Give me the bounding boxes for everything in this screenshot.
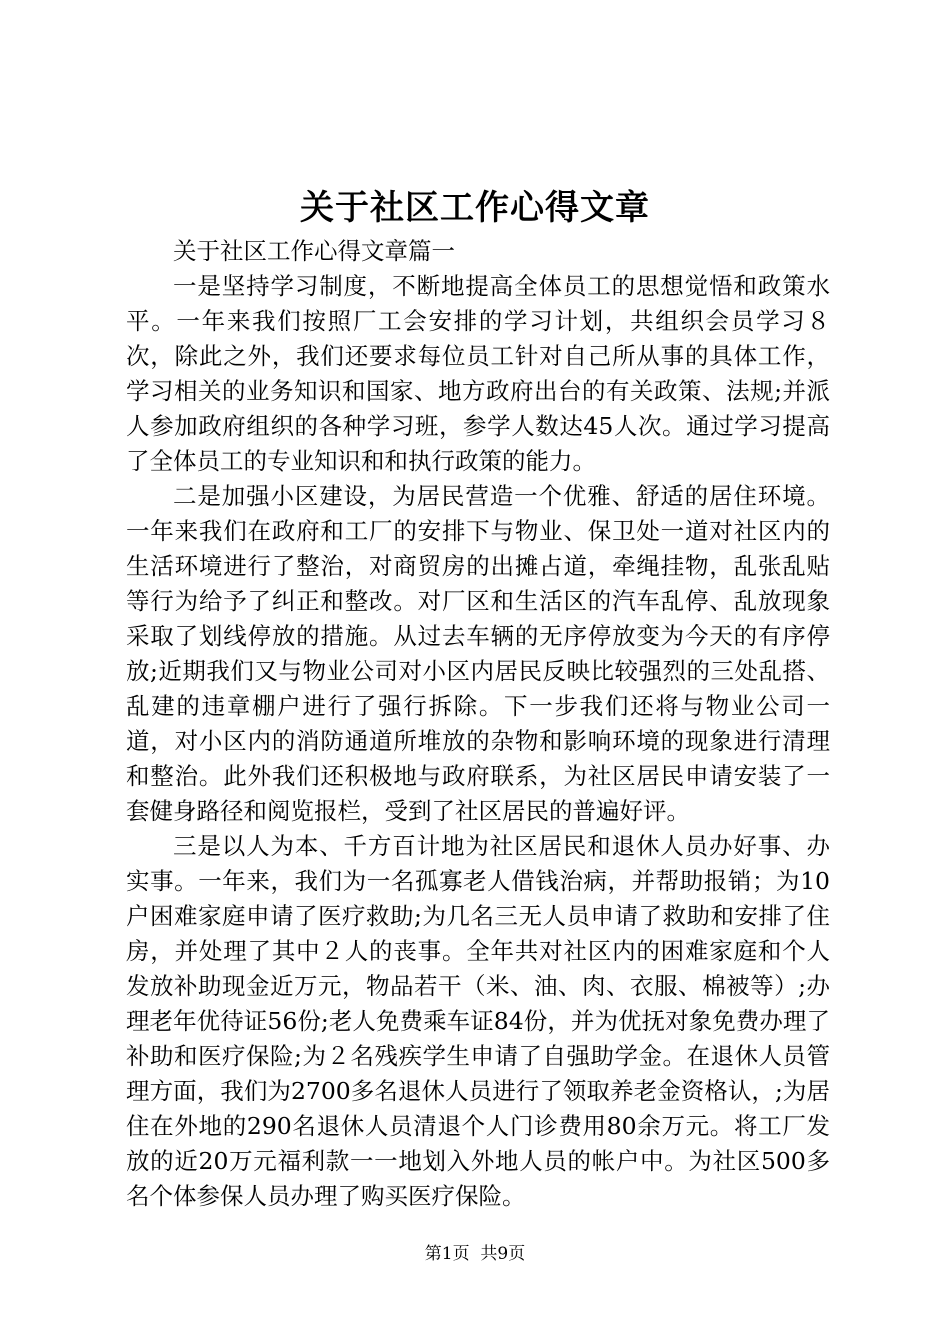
page-number: 第1页 <box>424 1244 470 1264</box>
page-total: 共9页 <box>480 1244 526 1264</box>
page-footer <box>0 1242 950 1266</box>
page-title: 关于社区工作心得文章 <box>300 188 650 228</box>
paragraph-2: 二是加强小区建设，为居民营造一个优雅、舒适的居住环境。一年来我们在政府和工厂的安排下与物业、保卫处一道对社区内的生活环境进行了整治，对商贸房的出摊占道，牵绳挂物，乱张乱贴等行为给予了纠正和整改。对厂区和生活区的汽车乱停、乱放现象采取了划线停放的措施。从过去车辆的无序停放变为今天的有序停放;近期我们又与物业公司对小区内居民反映比较强烈的三处乱搭、乱建的违章棚户进行了强行拆除。下一步我们还将与物业公司一道，对小区内的消防通道所堆放的杂物和影响环境的现象进行清理和整治。此外我们还积极地与政府联系，为社区居民申请安装了一套健身路径和阅览报栏，受到了社区居民的普遍好评。 <box>126 482 830 825</box>
document-body <box>126 234 830 1214</box>
section-heading: 关于社区工作心得文章篇一 <box>173 237 455 265</box>
footer-separator <box>470 1244 481 1264</box>
paragraph-3: 三是以人为本、千方百计地为社区居民和退休人员办好事、办实事。一年来，我们为一名孤寡老人借钱治病，并帮助报销；为10户困难家庭申请了医疗救助;为几名三无人员申请了救助和安排了住房，并处理了其中２人的丧事。全年共对社区内的困难家庭和个人发放补助现金近万元，物品若干（米、油、肉、衣服、棉被等）;办理老年优待证56份;老人免费乘车证84份，并为优抚对象免费办理了补助和医疗保险;为２名残疾学生申请了自强助学金。在退休人员管理方面，我们为2700多名退休人员进行了领取养老金资格认，;为居住在外地的290名退休人员清退个人门诊费用80余万元。将工厂发放的近20万元福利款一一地划入外地人员的帐户中。为社区500多名个体参保人员办理了购买医疗保险。 <box>126 832 830 1210</box>
paragraph-1: 一是坚持学习制度，不断地提高全体员工的思想觉悟和政策水平。一年来我们按照厂工会安排的学习计划，共组织会员学习８次，除此之外，我们还要求每位员工针对自己所从事的具体工作，学习相关的业务知识和国家、地方政府出台的有关政策、法规;并派人参加政府组织的各种学习班，参学人数达45人次。通过学习提高了全体员工的专业知识和和执行政策的能力。 <box>126 272 830 475</box>
